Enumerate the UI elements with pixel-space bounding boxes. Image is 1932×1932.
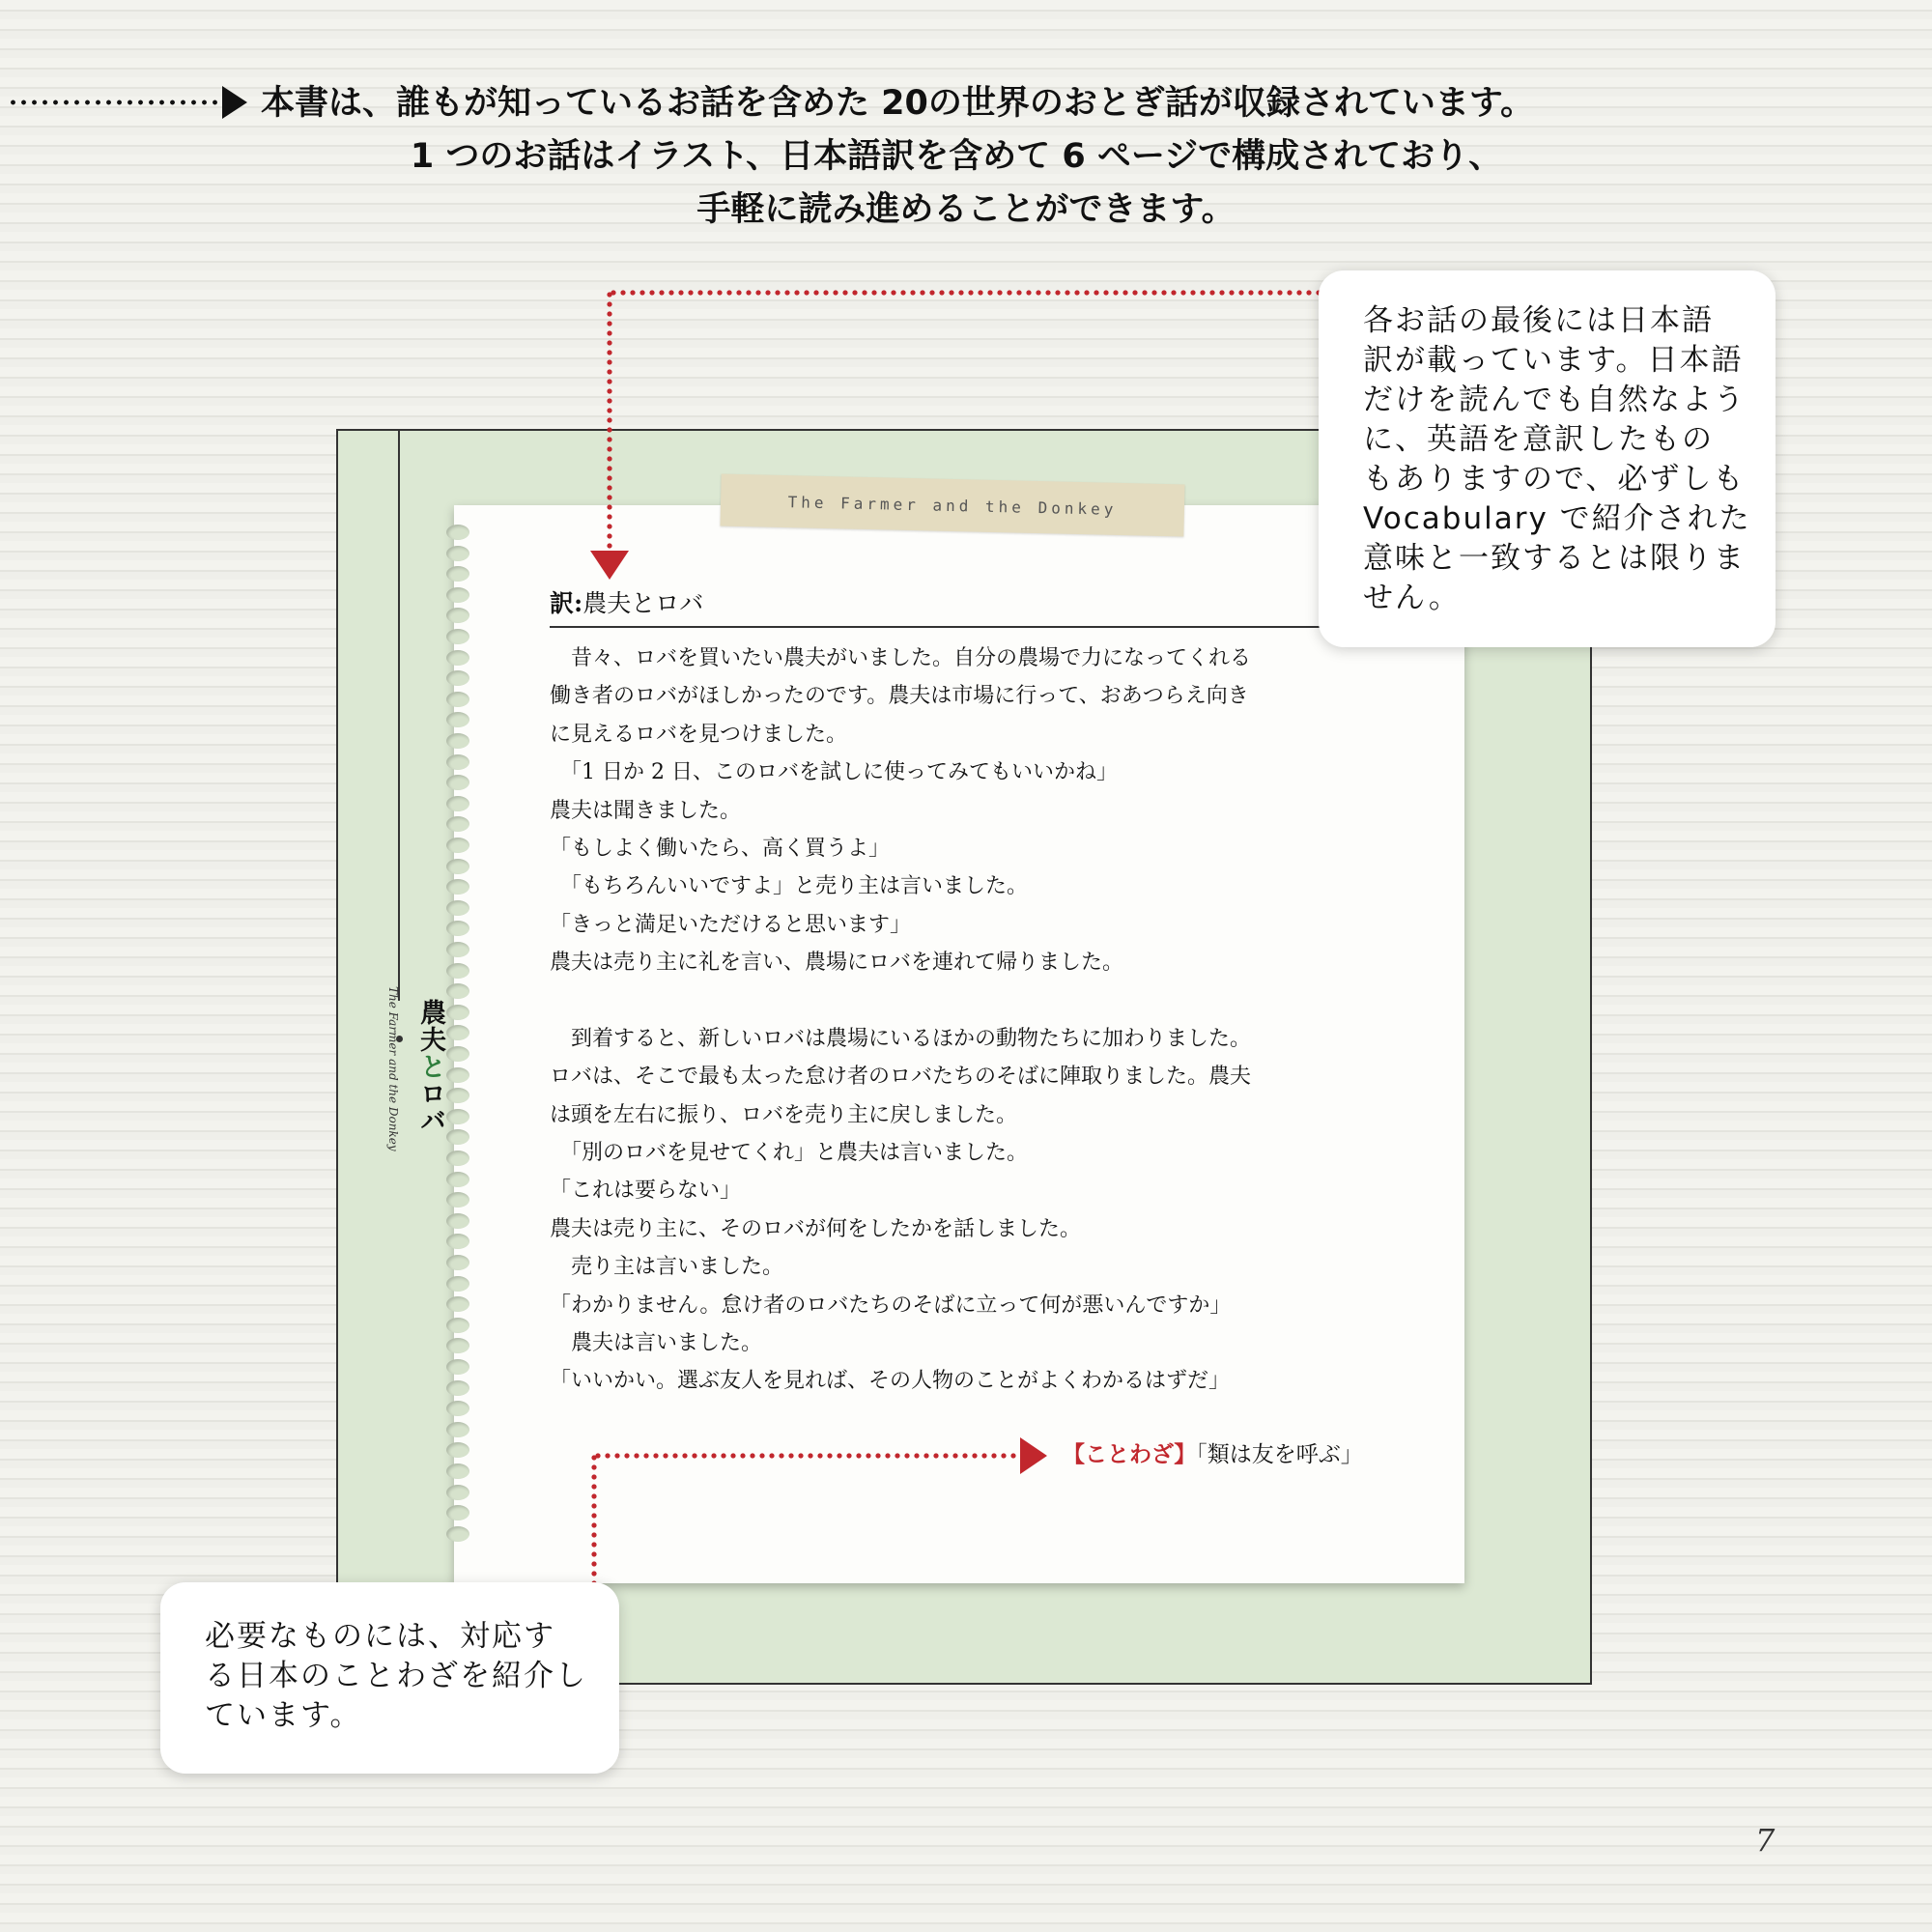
ring-hole (446, 963, 469, 979)
ring-hole (446, 775, 469, 790)
side-title-part2: と (415, 1053, 445, 1080)
ring-hole (446, 1338, 469, 1353)
ring-hole (446, 1067, 469, 1083)
side-title (411, 999, 449, 1134)
translation-title-separator: : (574, 589, 583, 617)
ring-hole (446, 1380, 469, 1396)
ring-hole (446, 1359, 469, 1375)
connector-right-arrow-icon (590, 551, 629, 580)
intro-arrow-icon (222, 86, 247, 119)
paragraph-2 (550, 1020, 1380, 1401)
intro-line-1: 本書は、誰もが知っているお話を含めた 20の世界のおとぎ話が収録されています。 (261, 84, 1535, 123)
proverb-text: 「類は友を呼ぶ」 (1196, 1442, 1363, 1467)
text-line: ロバは、そこで最も太った怠け者のロバたちのそばに陣取りました。農夫 (550, 1065, 1252, 1090)
ring-hole (446, 650, 469, 666)
ring-hole (446, 1129, 469, 1145)
side-title-part1: 農夫 (415, 999, 445, 1053)
ring-hole (446, 1234, 469, 1249)
text-line: ています。 (205, 1698, 362, 1733)
ring-hole (446, 1442, 469, 1458)
side-rule (398, 431, 400, 1001)
intro-leader-dots (8, 99, 220, 105)
ring-hole (446, 712, 469, 727)
text-line: 必要なものには、対応す (205, 1619, 555, 1654)
ring-hole (446, 1401, 469, 1416)
text-line: 売り主は言いました。 (550, 1255, 784, 1280)
side-subtitle: The Farmer and the Donkey (386, 986, 400, 1151)
ring-hole (446, 670, 469, 686)
ring-hole (446, 608, 469, 623)
ring-hole (446, 1318, 469, 1333)
tape-label: The Farmer and the Donkey (720, 474, 1184, 537)
ring-hole (446, 546, 469, 561)
text-line: 到着すると、新しいロバは農場にいるほかの動物たちに加わりました。 (550, 1026, 1252, 1051)
text-line: 「これは要らない」 (550, 1179, 742, 1204)
callout-translation-note (1319, 270, 1776, 647)
text-line: 農夫は言いました。 (550, 1331, 763, 1356)
ring-hole (446, 1025, 469, 1040)
text-line: 「もしよく働いたら、高く買うよ」 (550, 836, 891, 861)
page-number: 7 (1755, 1822, 1776, 1859)
ring-hole (446, 1151, 469, 1166)
text-line: 「いいかい。選ぶ友人を見れば、その人物のことがよくわかるはずだ」 (550, 1369, 1231, 1394)
translation-title-label: 訳 (550, 589, 575, 617)
ring-hole (446, 900, 469, 916)
text-line: 訳が載っています。日本語 (1363, 343, 1744, 378)
ring-hole (446, 879, 469, 895)
text-line: Vocabulary で紹介された (1363, 501, 1751, 536)
text-line: だけを読んでも自然なよう (1363, 383, 1746, 417)
ring-hole (446, 1172, 469, 1187)
callout-proverb-note (160, 1582, 619, 1774)
ring-hole (446, 796, 469, 811)
text-line: 働き者のロバがほしかったのです。農夫は市場に行って、おあつらえ向き (550, 684, 1249, 709)
connector-right-horizontal (609, 290, 1345, 296)
text-line: もありますので、必ずしも (1363, 462, 1746, 497)
text-line: る日本のことわざを紹介し (205, 1659, 587, 1693)
paragraph-1 (550, 639, 1380, 982)
ring-hole (446, 1213, 469, 1229)
ring-hole (446, 1463, 469, 1479)
ring-hole (446, 1005, 469, 1020)
connector-right-vertical (607, 290, 612, 553)
text-line: 農夫は売り主に礼を言い、農場にロバを連れて帰りました。 (550, 951, 1124, 976)
text-line: に見えるロバを見つけました。 (550, 722, 848, 747)
proverb-tag: 【ことわざ】 (1063, 1442, 1197, 1467)
ring-hole (446, 1192, 469, 1208)
connector-left-vertical (591, 1453, 597, 1600)
ring-hole (446, 1526, 469, 1542)
text-line: せん。 (1363, 581, 1461, 615)
ring-hole (446, 1255, 469, 1270)
ring-hole (446, 1046, 469, 1062)
ring-hole (446, 1485, 469, 1500)
ring-hole (446, 1422, 469, 1437)
ring-hole (446, 921, 469, 936)
ring-hole (446, 754, 469, 770)
text-line: に、英語を意訳したもの (1363, 422, 1714, 457)
ring-hole (446, 692, 469, 707)
ring-hole (446, 629, 469, 644)
text-line: 各お話の最後には日本語 (1363, 303, 1714, 338)
ring-hole (446, 1505, 469, 1520)
ring-hole (446, 838, 469, 853)
text-line: 「もちろんいいですよ」と売り主は言いました。 (550, 874, 1029, 899)
ring-hole (446, 733, 469, 749)
text-line: 昔々、ロバを買いたい農夫がいました。自分の農場で力になってくれる (550, 646, 1252, 670)
paragraph-gap (550, 982, 1380, 1020)
ring-hole (446, 816, 469, 832)
ring-hole (446, 1276, 469, 1292)
ring-hole (446, 1109, 469, 1124)
ring-hole (446, 942, 469, 957)
ring-hole (446, 1088, 469, 1103)
text-line: 「1 日か 2 日、このロバを試しに使ってみてもいいかね」 (550, 760, 1118, 785)
proverb-line (1063, 1437, 1363, 1472)
ring-hole (446, 587, 469, 603)
text-line: 「わかりません。怠け者のロバたちのそばに立って何が悪いんですか」 (550, 1293, 1232, 1318)
side-title-part3: ロバ (415, 1080, 445, 1134)
ring-hole (446, 566, 469, 582)
text-line: 農夫は聞きました。 (550, 798, 742, 823)
connector-left-horizontal (593, 1453, 1022, 1459)
title-rule (550, 626, 1342, 628)
text-line: 意味と一致するとは限りま (1363, 541, 1746, 576)
ring-hole (446, 1296, 469, 1312)
text-line: 農夫は売り主に、そのロバが何をしたかを話しました。 (550, 1216, 1082, 1241)
connector-left-arrow-icon (1020, 1437, 1047, 1474)
text-line: 「別のロバを見せてくれ」と農夫は言いました。 (550, 1141, 1029, 1166)
notebook-rings (446, 525, 475, 1568)
intro-line-3: 手軽に読み進めることができます。 (696, 190, 1236, 229)
text-line: は頭を左右に振り、ロバを売り主に戻しました。 (550, 1102, 1018, 1127)
intro-line-2: 1 つのお話はイラスト、日本語訳を含めて 6 ページで構成されており、 (410, 137, 1503, 176)
ring-hole (446, 859, 469, 874)
ring-hole (446, 525, 469, 540)
text-line: 「きっと満足いただけると思います」 (550, 912, 912, 937)
translation-title-text: 農夫とロバ (582, 589, 704, 617)
translation-body (550, 639, 1380, 1401)
ring-hole (446, 983, 469, 999)
translation-title (550, 584, 1322, 623)
